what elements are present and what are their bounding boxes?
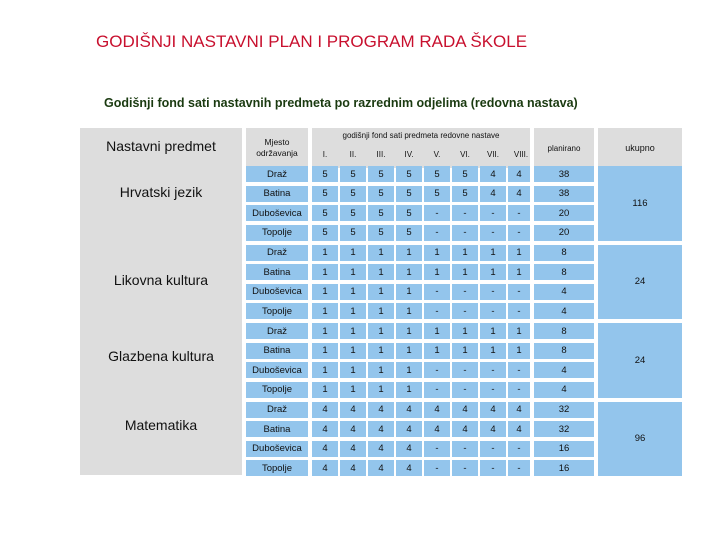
location-cell: Draž [246, 245, 308, 261]
hours-cell: 4 [368, 421, 394, 437]
hours-cell: 5 [424, 166, 450, 182]
hours-cell: - [508, 205, 530, 221]
hours-cell: - [508, 225, 530, 241]
hours-cell: 1 [480, 245, 506, 261]
hours-cell: - [424, 441, 450, 457]
planned-cell: 16 [534, 460, 594, 476]
hours-cell: 1 [340, 284, 366, 300]
subject-column [80, 128, 242, 475]
hours-cell: 1 [340, 362, 366, 378]
hours-cell: 1 [368, 245, 394, 261]
hours-cell: 4 [396, 460, 422, 476]
hours-cell: 4 [368, 441, 394, 457]
hours-cell: - [452, 441, 478, 457]
hours-cell: - [424, 460, 450, 476]
planned-cell: 4 [534, 284, 594, 300]
location-cell: Duboševica [246, 284, 308, 300]
fund-caption: godišnji fond sati predmeta redovne nastave [342, 131, 500, 140]
hours-cell: 5 [312, 166, 338, 182]
hours-cell: 5 [340, 166, 366, 182]
page-subtitle: Godišnji fond sati nastavnih predmeta po razrednim odjelima (redovna nastava) [104, 96, 578, 110]
location-cell: Draž [246, 166, 308, 182]
hours-cell: - [480, 205, 506, 221]
hours-cell: 4 [312, 460, 338, 476]
hours-cell: 1 [508, 264, 530, 280]
planned-cell: 8 [534, 245, 594, 261]
hours-cell: 1 [508, 323, 530, 339]
location-cell: Duboševica [246, 441, 308, 457]
hours-cell: - [452, 205, 478, 221]
hours-cell: 1 [312, 362, 338, 378]
hours-cell: 1 [396, 382, 422, 398]
hours-cell: - [452, 225, 478, 241]
hours-cell: 1 [452, 343, 478, 359]
hours-cell: 4 [312, 421, 338, 437]
hours-cell: - [480, 303, 506, 319]
hours-cell: 4 [452, 421, 478, 437]
planned-cell: 32 [534, 402, 594, 418]
hours-cell: 4 [368, 460, 394, 476]
planned-cell: 4 [534, 362, 594, 378]
hours-cell: 4 [452, 402, 478, 418]
hours-cell: 1 [396, 343, 422, 359]
hours-cell: 5 [424, 186, 450, 202]
hours-cell: 1 [368, 303, 394, 319]
hours-cell: 4 [340, 402, 366, 418]
hours-cell: 1 [396, 264, 422, 280]
hours-cell: 4 [424, 402, 450, 418]
hours-cell: 5 [340, 225, 366, 241]
hours-cell: 4 [424, 421, 450, 437]
hours-cell: - [424, 205, 450, 221]
subject-name: Likovna kultura [113, 272, 209, 288]
hours-cell: - [452, 460, 478, 476]
hours-cell: 5 [340, 186, 366, 202]
location-cell: Batina [246, 421, 308, 437]
hours-cell: 1 [340, 382, 366, 398]
fund-header [312, 128, 530, 168]
hours-cell: - [424, 225, 450, 241]
hours-cell: 4 [340, 421, 366, 437]
total-header: ukupno [598, 128, 682, 168]
location-cell: Topolje [246, 382, 308, 398]
hours-cell: - [508, 362, 530, 378]
hours-cell: 1 [340, 323, 366, 339]
hours-cell: 5 [340, 205, 366, 221]
grade-header: II. [349, 150, 357, 159]
hours-cell: 1 [340, 264, 366, 280]
grade-header: VII. [486, 150, 499, 159]
hours-cell: 5 [396, 166, 422, 182]
hours-cell: 4 [480, 166, 506, 182]
location-cell: Topolje [246, 225, 308, 241]
grade-header: IV. [404, 150, 414, 159]
subject-name: Matematika [124, 417, 198, 433]
planned-cell: 38 [534, 166, 594, 182]
hours-cell: 1 [396, 284, 422, 300]
subject-name: Hrvatski jezik [119, 184, 203, 200]
grade-header: V. [433, 150, 441, 159]
location-cell: Batina [246, 186, 308, 202]
hours-cell: 5 [396, 205, 422, 221]
location-cell: Draž [246, 402, 308, 418]
hours-cell: 4 [340, 460, 366, 476]
subject-name: Glazbena kultura [108, 348, 214, 364]
planned-cell: 32 [534, 421, 594, 437]
total-cell: 116 [598, 166, 682, 241]
location-cell: Topolje [246, 303, 308, 319]
hours-cell: 4 [508, 166, 530, 182]
hours-cell: 1 [480, 343, 506, 359]
planned-cell: 8 [534, 264, 594, 280]
hours-cell: 1 [312, 245, 338, 261]
hours-cell: 4 [508, 186, 530, 202]
location-cell: Batina [246, 264, 308, 280]
planned-cell: 4 [534, 303, 594, 319]
hours-cell: 1 [340, 303, 366, 319]
hours-cell: - [508, 284, 530, 300]
hours-cell: 1 [452, 323, 478, 339]
hours-cell: 5 [312, 225, 338, 241]
planned-cell: 4 [534, 382, 594, 398]
hours-cell: 1 [312, 264, 338, 280]
hours-cell: 5 [396, 186, 422, 202]
hours-cell: - [508, 460, 530, 476]
planned-cell: 38 [534, 186, 594, 202]
hours-cell: 4 [480, 186, 506, 202]
grade-header: VI. [460, 150, 470, 159]
hours-cell: - [508, 303, 530, 319]
planned-cell: 16 [534, 441, 594, 457]
total-cell: 24 [598, 323, 682, 398]
hours-cell: 5 [396, 225, 422, 241]
planned-cell: 8 [534, 343, 594, 359]
hours-cell: - [424, 362, 450, 378]
location-cell: Duboševica [246, 205, 308, 221]
hours-cell: - [480, 441, 506, 457]
hours-cell: 1 [508, 343, 530, 359]
hours-cell: 5 [452, 166, 478, 182]
hours-cell: 1 [396, 323, 422, 339]
hours-cell: 4 [396, 402, 422, 418]
location-cell: Topolje [246, 460, 308, 476]
hours-cell: - [452, 382, 478, 398]
total-cell: 96 [598, 402, 682, 477]
hours-cell: 4 [368, 402, 394, 418]
hours-cell: 1 [480, 264, 506, 280]
hours-cell: 1 [424, 264, 450, 280]
grade-header: I. [322, 150, 328, 159]
planned-cell: 8 [534, 323, 594, 339]
hours-cell: 4 [340, 441, 366, 457]
hours-cell: 1 [340, 343, 366, 359]
hours-cell: 1 [340, 245, 366, 261]
hours-cell: 4 [508, 421, 530, 437]
planned-header: planirano [534, 128, 594, 168]
hours-cell: 1 [396, 303, 422, 319]
hours-cell: - [452, 284, 478, 300]
hours-cell: - [452, 362, 478, 378]
hours-cell: 1 [424, 323, 450, 339]
hours-cell: 1 [368, 362, 394, 378]
hours-cell: 1 [424, 343, 450, 359]
hours-cell: - [424, 303, 450, 319]
hours-cell: 4 [312, 441, 338, 457]
hours-cell: 1 [312, 323, 338, 339]
hours-cell: 1 [368, 343, 394, 359]
hours-cell: 1 [508, 245, 530, 261]
hours-cell: - [424, 284, 450, 300]
hours-cell: 5 [368, 166, 394, 182]
hours-cell: 5 [368, 205, 394, 221]
hours-cell: 1 [368, 382, 394, 398]
planned-cell: 20 [534, 225, 594, 241]
hours-cell: 4 [312, 402, 338, 418]
location-cell: Draž [246, 323, 308, 339]
location-cell: Duboševica [246, 362, 308, 378]
hours-cell: 5 [452, 186, 478, 202]
hours-cell: 4 [396, 441, 422, 457]
hours-cell: - [480, 362, 506, 378]
hours-cell: - [480, 225, 506, 241]
hours-cell: 1 [480, 323, 506, 339]
hours-cell: - [452, 303, 478, 319]
subject-header: Nastavni predmet [106, 138, 216, 154]
hours-cell: 1 [368, 284, 394, 300]
location-cell: Batina [246, 343, 308, 359]
location-header: Mjesto održavanja [246, 128, 308, 168]
planned-cell: 20 [534, 205, 594, 221]
total-cell: 24 [598, 245, 682, 320]
hours-cell: 5 [312, 186, 338, 202]
hours-cell: 1 [312, 343, 338, 359]
page-title: GODIŠNJI NASTAVNI PLAN I PROGRAM RADA ŠKOLE [96, 32, 528, 51]
hours-cell: - [480, 460, 506, 476]
grade-header: III. [376, 150, 386, 159]
hours-cell: 1 [368, 323, 394, 339]
hours-cell: - [424, 382, 450, 398]
hours-cell: 5 [368, 225, 394, 241]
grade-header: VIII. [513, 150, 529, 159]
hours-cell: 4 [480, 421, 506, 437]
hours-cell: 5 [368, 186, 394, 202]
hours-cell: - [508, 441, 530, 457]
hours-cell: - [480, 284, 506, 300]
hours-cell: - [508, 382, 530, 398]
hours-cell: 1 [396, 362, 422, 378]
hours-cell: 1 [368, 264, 394, 280]
hours-cell: 4 [508, 402, 530, 418]
hours-cell: 1 [312, 382, 338, 398]
hours-cell: 5 [312, 205, 338, 221]
hours-cell: 1 [452, 264, 478, 280]
hours-cell: - [480, 382, 506, 398]
hours-cell: 1 [396, 245, 422, 261]
hours-cell: 4 [480, 402, 506, 418]
hours-cell: 4 [396, 421, 422, 437]
hours-cell: 1 [452, 245, 478, 261]
hours-cell: 1 [312, 284, 338, 300]
hours-cell: 1 [312, 303, 338, 319]
hours-cell: 1 [424, 245, 450, 261]
